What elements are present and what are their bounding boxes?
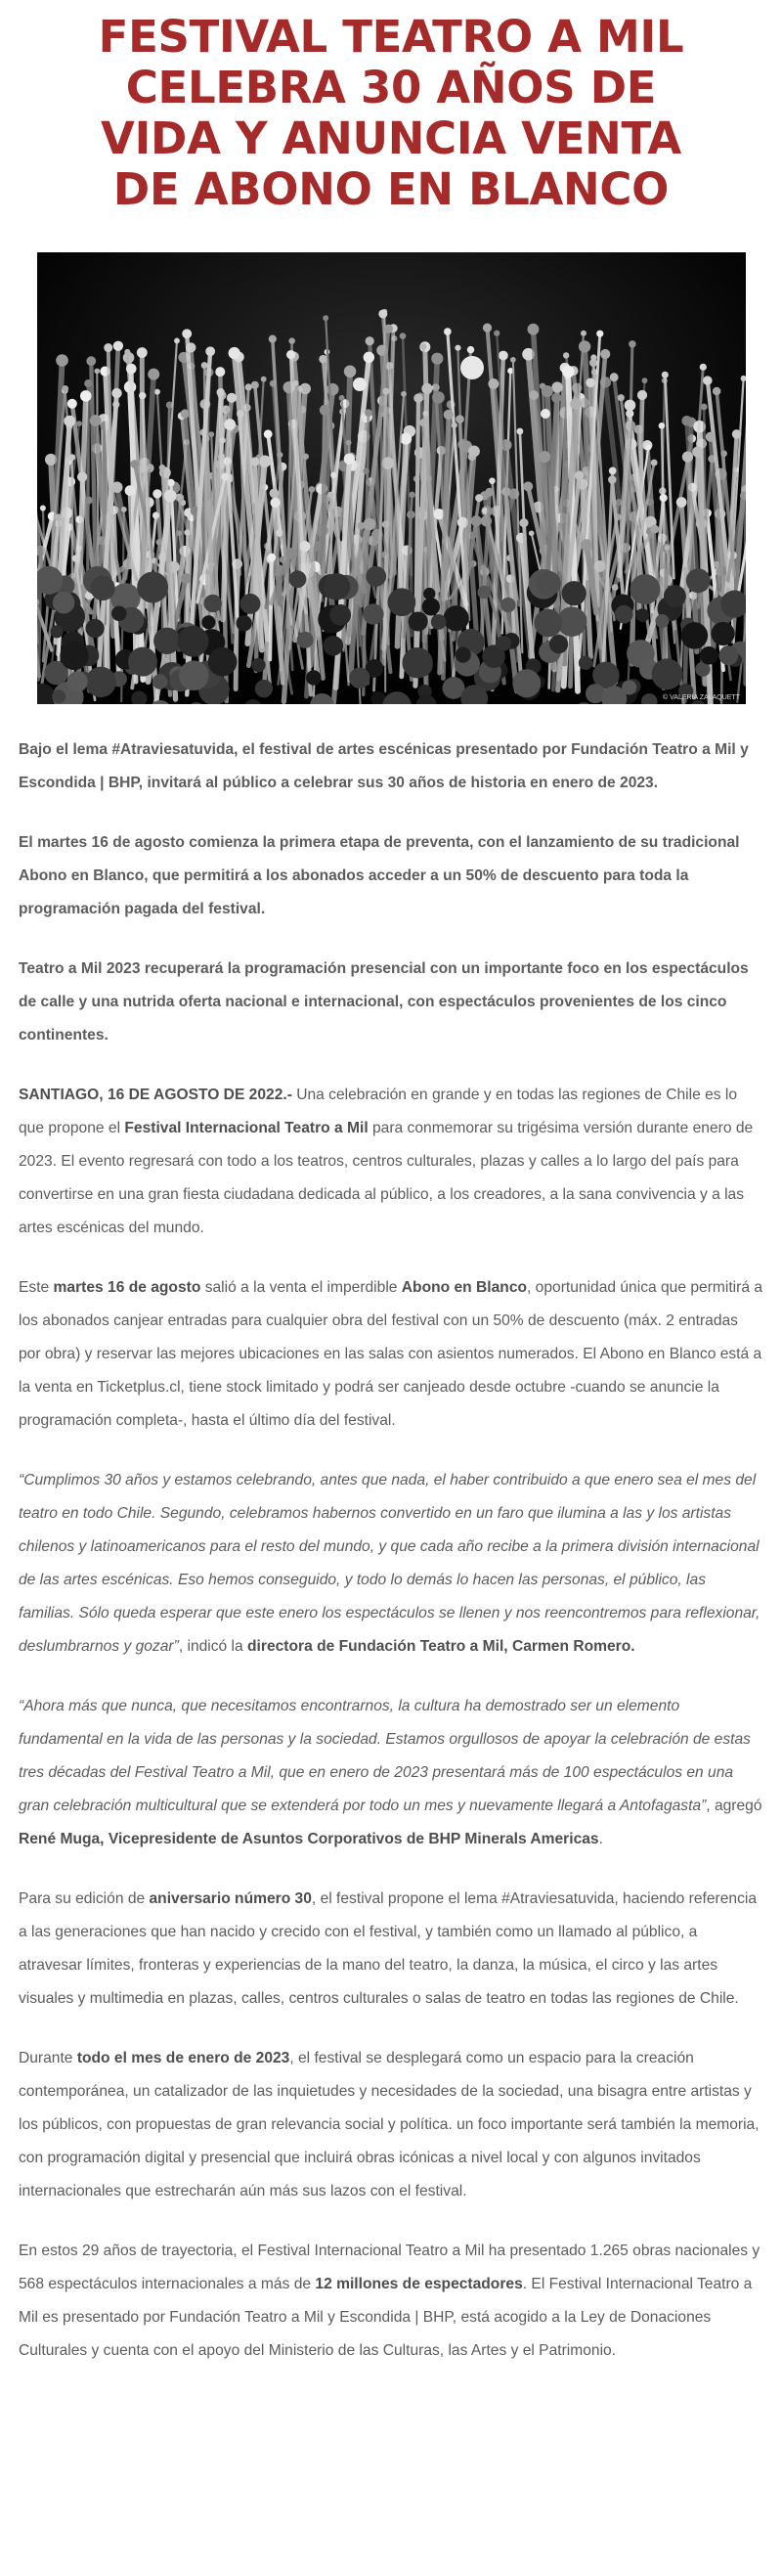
body-paragraph xyxy=(19,2042,763,2208)
bold-text: martes 16 de agosto xyxy=(53,1279,201,1296)
lead-paragraph: Teatro a Mil 2023 recuperará la programación presencial con un importante foco en los espectáculos de calle y una nutrida oferta nacional e internacional, con espectáculos provenientes de los cinco continentes. xyxy=(19,960,749,1044)
quote-paragraph xyxy=(19,1690,763,1856)
text: para conmemorar su trigésima versión durante enero de 2023. El evento regresará con todo a los teatros, centros culturales, plazas y calles a lo largo del país para convertirse en una gran fiesta ciudadana dedicada al público, a los creadores, a la sana convivencia y a las artes escénicas del mundo. xyxy=(19,1120,754,1236)
title-line: DE ABONO EN BLANCO xyxy=(112,163,670,215)
bold-text: Abono en Blanco xyxy=(401,1279,528,1296)
title-line: FESTIVAL TEATRO A MIL xyxy=(98,11,684,63)
text: , agregó xyxy=(706,1798,762,1814)
text: salió a la venta el imperdible xyxy=(200,1279,402,1296)
text: Durante xyxy=(19,2050,77,2066)
crowd-photo xyxy=(37,252,746,704)
bold-text: aniversario número 30 xyxy=(149,1890,312,1907)
bold-text: todo el mes de enero de 2023 xyxy=(76,2050,290,2066)
body-paragraph xyxy=(19,1079,763,1245)
quote-paragraph xyxy=(19,1464,763,1664)
text: , indicó la xyxy=(178,1638,248,1655)
photo-credit: © VALERIA ZALAQUETT xyxy=(663,694,740,701)
body-paragraph xyxy=(19,1883,763,2016)
lead-paragraph: El martes 16 de agosto comienza la primera etapa de preventa, con el lanzamiento de su tradicional Abono en Blanco, que permitirá a los abonados acceder a un 50% de descuento para toda la programación pagada del festival. xyxy=(19,834,740,917)
dateline: SANTIAGO, 16 DE AGOSTO DE 2022.- xyxy=(19,1087,292,1103)
title-line: CELEBRA 30 AÑOS DE xyxy=(125,62,657,113)
hero-image xyxy=(37,252,746,704)
text: Una celebración en grande y en todas las regiones de Chile es lo que propone el xyxy=(19,1087,738,1136)
text: , el festival se desplegará como un espacio para la creación contemporánea, un catalizador de las inquietudes y necesidades de la sociedad, una bisagra entre artistas y los públicos, con propuestas de gran relevancia social y política. un foco importante será también la memoria, con programación digital y presencial que incluirá obras icónicas a nivel local y con algunos invitados internacionales que estrecharán aún más sus lazos con el festival. xyxy=(19,2050,760,2199)
title-line: VIDA Y ANUNCIA VENTA xyxy=(101,112,681,164)
text: Para su edición de xyxy=(19,1890,150,1907)
quote-text: “Cumplimos 30 años y estamos celebrando, antes que nada, el haber contribuido a que enero sea el mes del teatro en todo Chile. Segundo, celebramos habernos convertido en un faro que ilumina a las y los artistas chilenos y latinoamericanos para el resto del mundo, y que cada año recibe a la primera división internacional de las artes escénicas. Eso hemos conseguido, y todo lo demás lo hacen las personas, el público, las familias. Sólo queda esperar que este enero los espectáculos se llenen y nos reencontremos para reflexionar, deslumbrarnos y gozar” xyxy=(19,1472,760,1655)
text: En estos 29 años de trayectoria, el Festival Internacional Teatro a Mil ha presentado 1.265 obras nacionales y 568 espectáculos internacionales a más de xyxy=(19,2243,760,2292)
body-paragraph xyxy=(19,1271,763,1438)
bold-text: directora de Fundación Teatro a Mil, Carmen Romero. xyxy=(247,1638,635,1655)
text: , oportunidad única que permitirá a los abonados canjear entradas para cualquier obra del festival con un 50% de descuento (máx. 2 entradas por obra) y reservar las mejores ubicaciones en las salas con asientos numerados. El Abono en Blanco está a la venta en Ticketplus.cl, tiene stock limitado y podrá ser canjeado desde octubre -cuando se anuncie la programación completa-, hasta el último día del festival. xyxy=(19,1279,763,1429)
bold-text: René Muga, Vicepresidente de Asuntos Corporativos de BHP Minerals Americas xyxy=(19,1831,599,1847)
bold-text: Festival Internacional Teatro a Mil xyxy=(124,1120,369,1136)
text: . xyxy=(598,1831,603,1847)
text: . El Festival Internacional Teatro a Mil es presentado por Fundación Teatro a Mil y Escondida | BHP, está acogido a la Ley de Donaciones Culturales y cuenta con el apoyo del Ministerio de las Culturas, las Artes y el Patrimonio. xyxy=(19,2276,753,2359)
quote-text: “Ahora más que nunca, que necesitamos encontrarnos, la cultura ha demostrado ser un elemento fundamental en la vida de las personas y la sociedad. Estamos orgullosos de apoyar la celebración de estas tres décadas del Festival Teatro a Mil, que en enero de 2023 presentará más de 100 espectáculos en una gran celebración multicultural que se extenderá por todo un mes y nuevamente llegará a Antofagasta” xyxy=(19,1698,751,1814)
body-paragraph xyxy=(19,2235,763,2368)
page-title xyxy=(0,0,782,215)
bold-text: 12 millones de espectadores xyxy=(315,2276,523,2292)
text: Este xyxy=(19,1279,54,1296)
text: , el festival propone el lema #Atraviesatuvida, haciendo referencia a las generaciones que han nacido y crecido con el festival, y también como un llamado al público, a atravesar límites, fronteras y experiencias de la mano del teatro, la danza, la música, el circo y las artes visuales y multimedia en plazas, calles, centros culturales o salas de teatro en todas las regiones de Chile. xyxy=(19,1890,758,2007)
article-body xyxy=(19,733,763,2394)
lead-paragraph: Bajo el lema #Atraviesatuvida, el festival de artes escénicas presentado por Fundación Teatro a Mil y Escondida | BHP, invitará al público a celebrar sus 30 años de historia en enero de 2023. xyxy=(19,741,749,791)
